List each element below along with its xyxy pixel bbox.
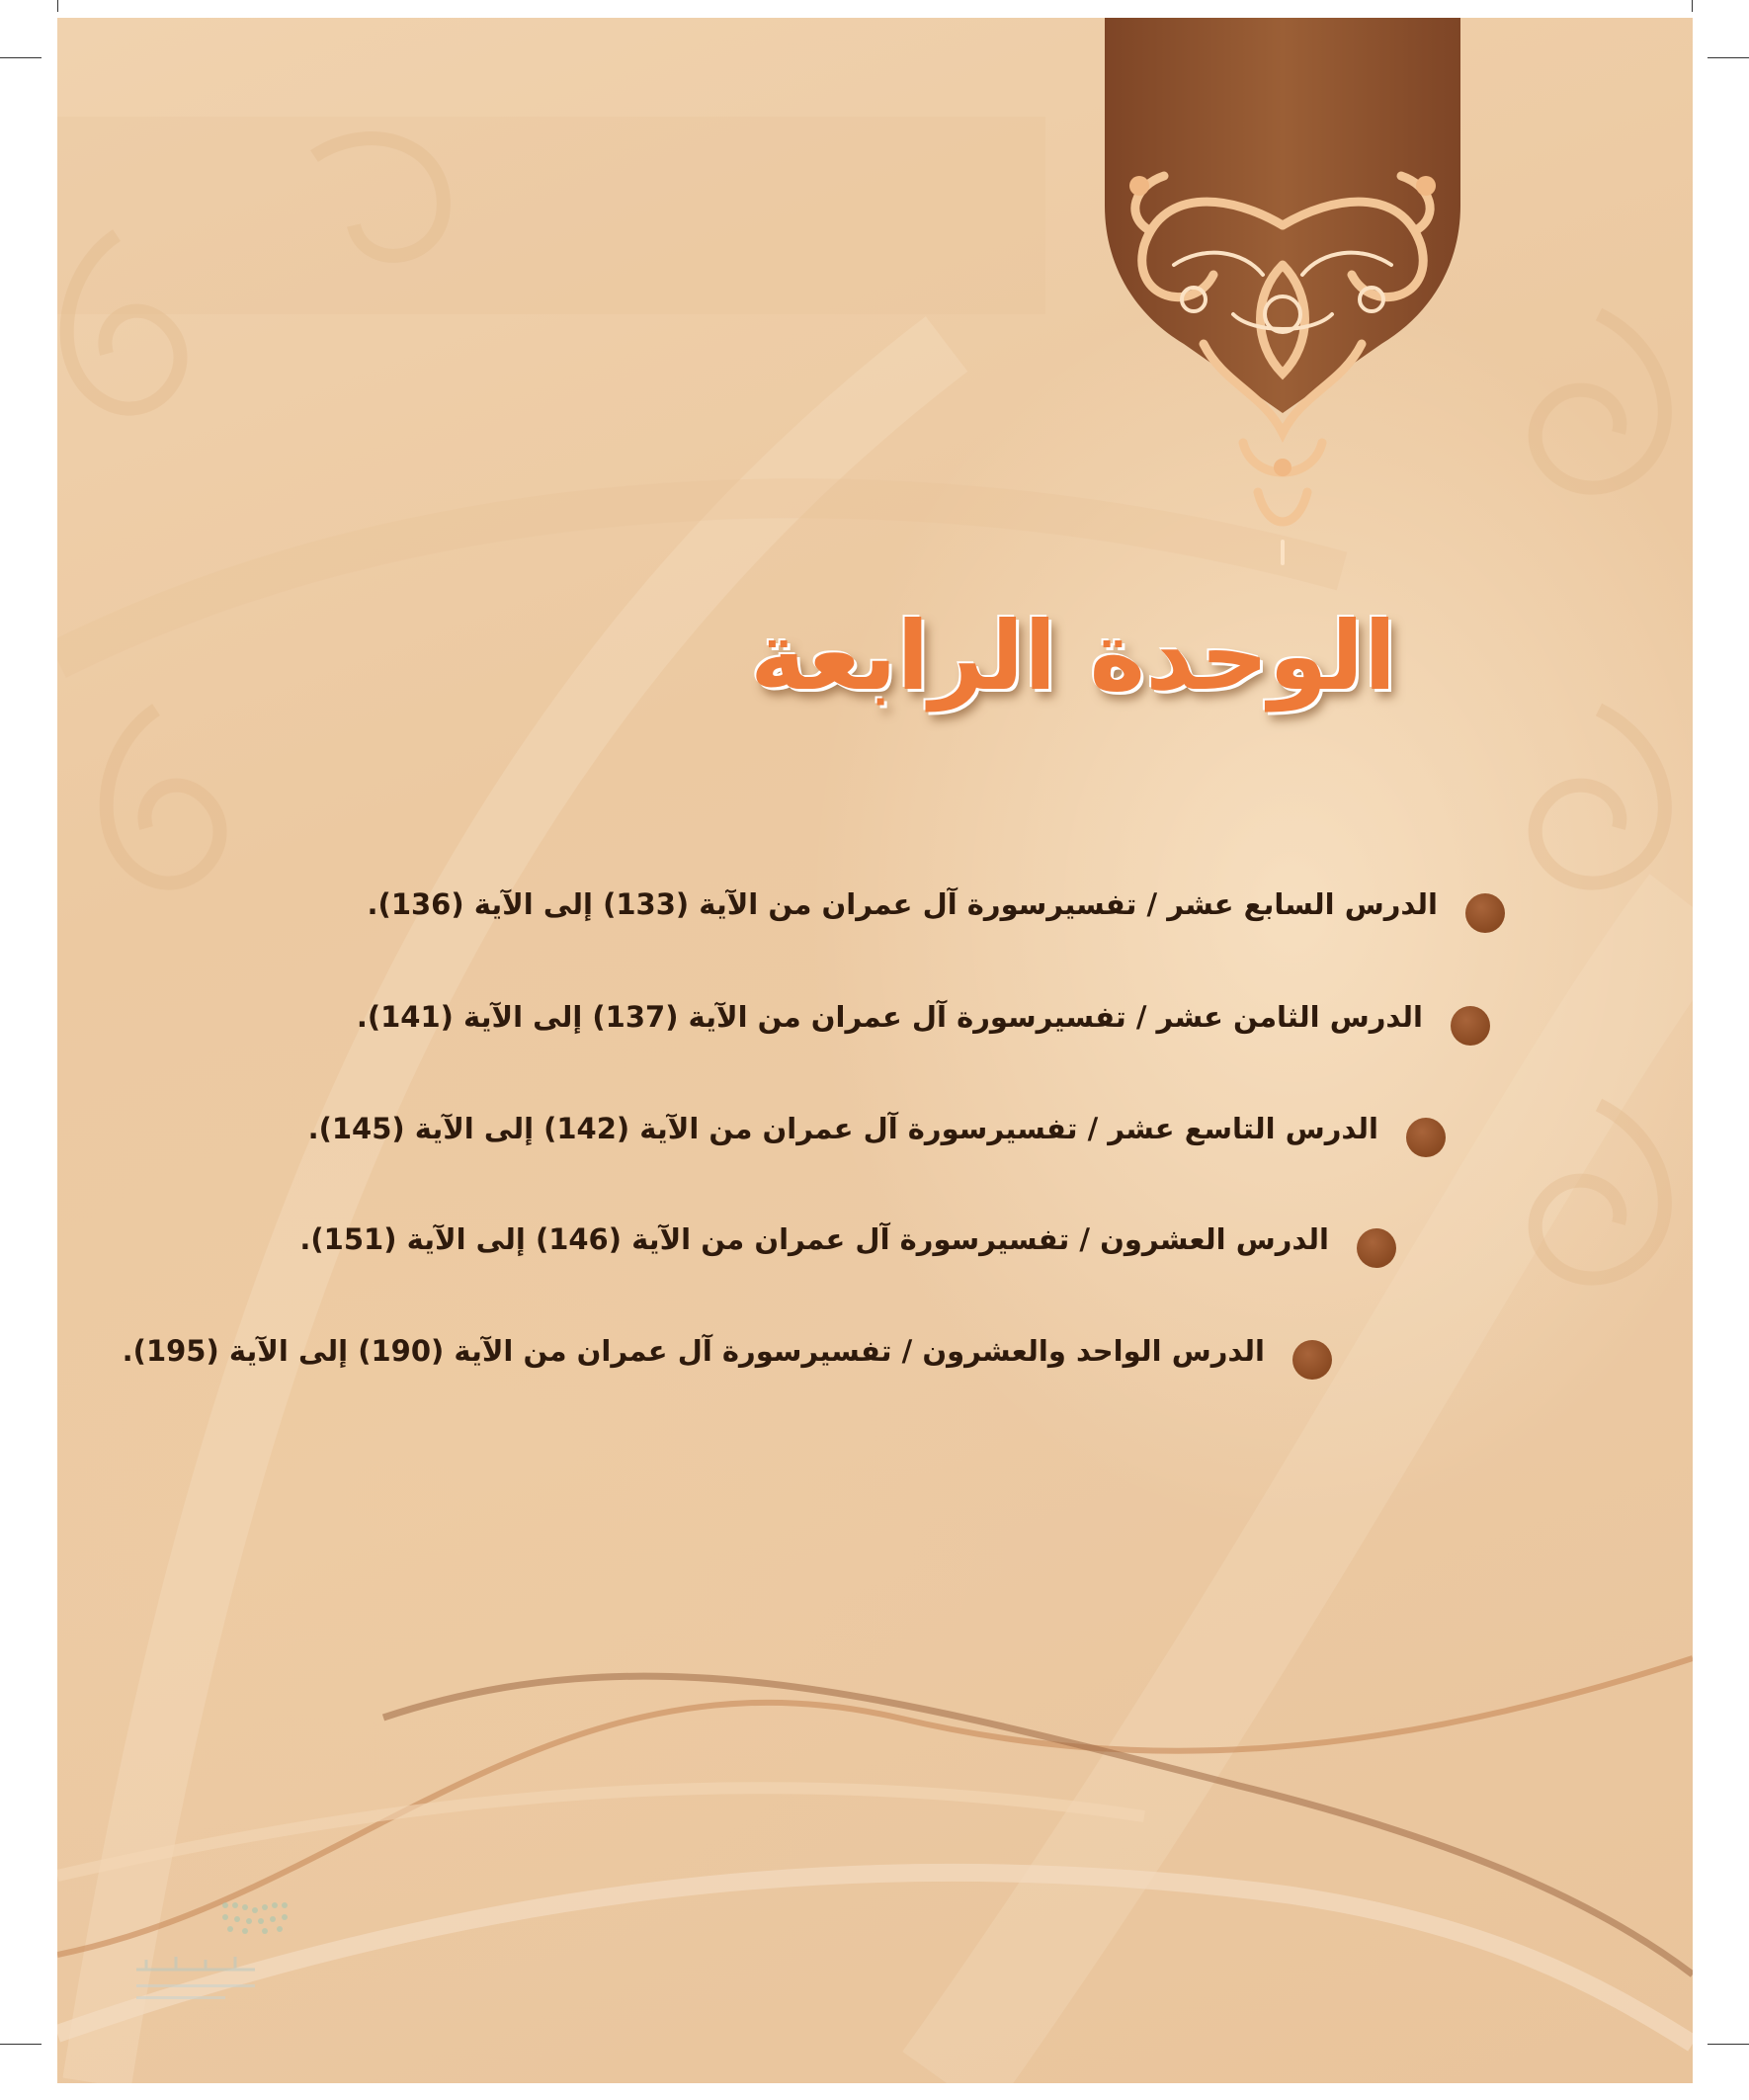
lesson-label: الدرس العشرون / تفسيرسورة آل عمران من الآية (146) إلى الآية (151). <box>299 1222 1329 1256</box>
bullet-dot-icon <box>1451 1006 1490 1046</box>
crop-mark <box>0 57 42 58</box>
list-item <box>299 1211 1396 1268</box>
lesson-label: الدرس التاسع عشر / تفسيرسورة آل عمران من الآية (142) إلى الآية (145). <box>307 1112 1378 1145</box>
list-item <box>308 1100 1446 1157</box>
list-item <box>357 988 1490 1046</box>
bullet-dot-icon <box>1292 1340 1332 1380</box>
lesson-label: الدرس السابع عشر / تفسيرسورة آل عمران من الآية (133) إلى الآية (136). <box>367 887 1438 921</box>
list-item <box>123 1322 1332 1380</box>
bullet-dot-icon <box>1406 1118 1446 1157</box>
lesson-list <box>57 18 1693 1401</box>
unit-cover-page <box>57 18 1693 2083</box>
crop-mark <box>57 0 58 12</box>
crop-mark <box>1707 57 1749 58</box>
bullet-dot-icon <box>1357 1228 1396 1268</box>
unit-title: الوحدة الرابعة <box>750 601 1396 712</box>
bullet-dot-icon <box>1465 893 1505 933</box>
crop-mark <box>1692 0 1693 12</box>
crop-mark <box>0 2044 42 2045</box>
crop-mark <box>1707 2044 1749 2045</box>
lesson-label: الدرس الثامن عشر / تفسيرسورة آل عمران من الآية (137) إلى الآية (141). <box>356 1000 1423 1034</box>
list-item <box>368 876 1505 933</box>
ministry-logo-icon <box>97 1886 294 2024</box>
lesson-label: الدرس الواحد والعشرون / تفسيرسورة آل عمران من الآية (190) إلى الآية (195). <box>122 1334 1265 1368</box>
